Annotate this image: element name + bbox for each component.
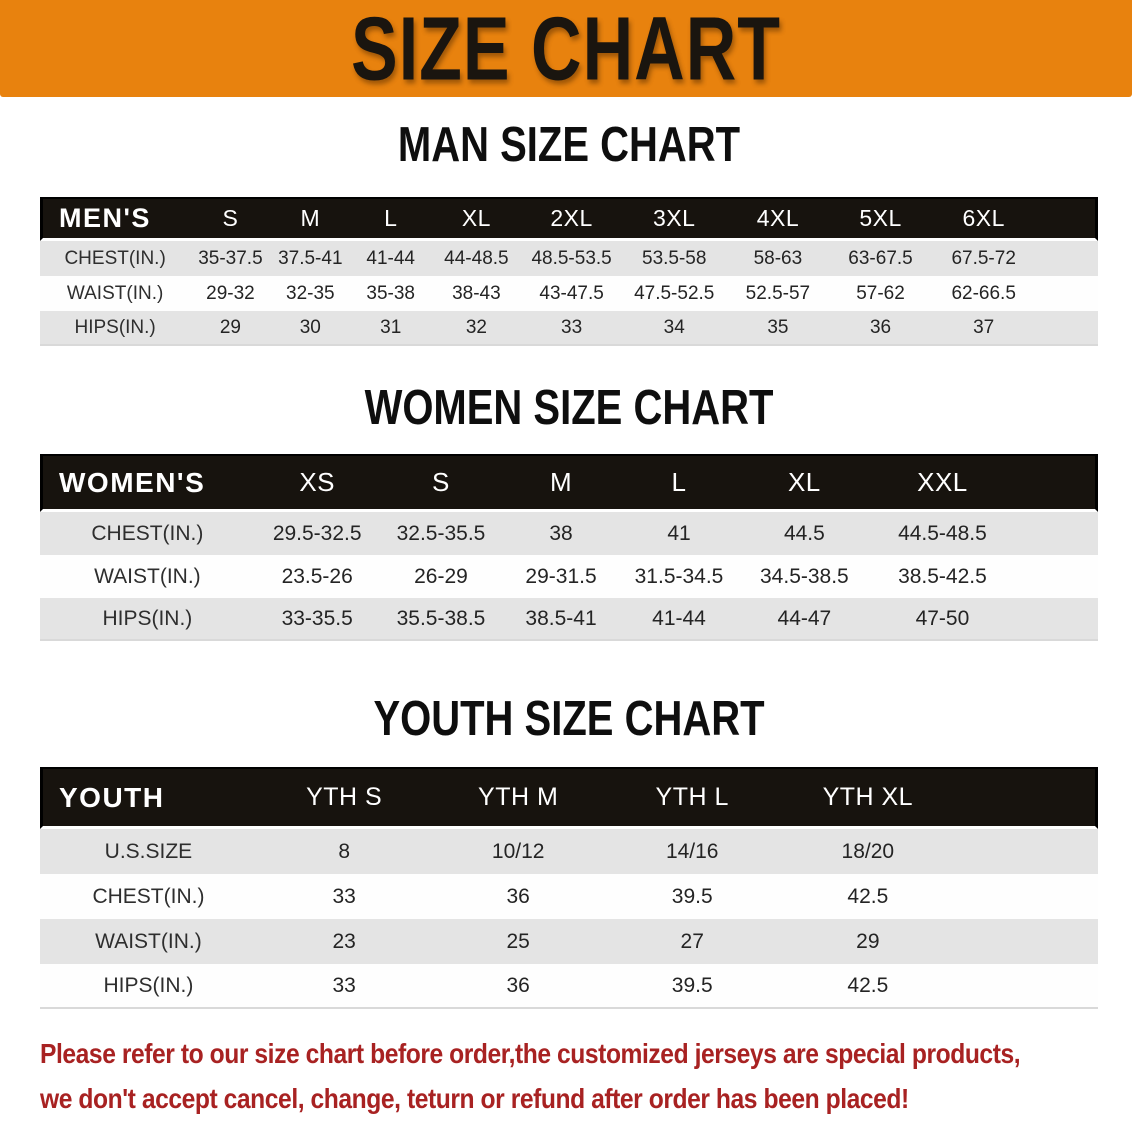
spacer-cell [1036, 197, 1098, 241]
size-value: 57-62 [829, 276, 932, 311]
spacer-cell [1036, 311, 1098, 346]
men-col-l: L [350, 197, 431, 241]
row-label: HIPS(IN.) [40, 964, 257, 1009]
size-value: 18/20 [780, 829, 957, 874]
size-value: 29-31.5 [502, 555, 619, 598]
footer-line-1: Please refer to our size chart before order,the customized jerseys are special products, [40, 1038, 1021, 1069]
size-value: 34 [622, 311, 727, 346]
row-label: HIPS(IN.) [40, 598, 255, 641]
women-col-s: S [380, 454, 503, 512]
youth-size-heading [0, 692, 1138, 746]
row-label: WAIST(IN.) [40, 555, 255, 598]
row-label: CHEST(IN.) [40, 874, 257, 919]
size-value: 67.5-72 [932, 241, 1036, 276]
men-col-5xl: 5XL [829, 197, 932, 241]
size-value: 29-32 [190, 276, 270, 311]
size-value: 33 [521, 311, 622, 346]
size-value: 34.5-38.5 [738, 555, 870, 598]
size-value: 23.5-26 [255, 555, 380, 598]
footer-line-2: we don't accept cancel, change, teturn or refund after order has been placed! [40, 1083, 909, 1114]
youth-col-m: YTH M [431, 767, 605, 829]
size-value: 38 [502, 512, 619, 555]
size-value: 23 [257, 919, 432, 964]
youth-col-l: YTH L [605, 767, 780, 829]
youth-size-table [40, 767, 1098, 1009]
man-size-section [0, 118, 1138, 346]
size-value: 29 [190, 311, 270, 346]
size-value: 26-29 [380, 555, 503, 598]
men-chest-row [40, 241, 1098, 276]
size-value: 44-48.5 [431, 241, 521, 276]
men-col-m: M [271, 197, 350, 241]
size-value: 25 [431, 919, 605, 964]
size-value: 33 [257, 874, 432, 919]
women-size-heading-text: WOMEN SIZE CHART [364, 381, 774, 435]
women-col-m: M [502, 454, 619, 512]
size-value: 30 [271, 311, 350, 346]
size-value: 36 [431, 874, 605, 919]
row-label: HIPS(IN.) [40, 311, 190, 346]
size-value: 62-66.5 [932, 276, 1036, 311]
women-col-xl: XL [738, 454, 870, 512]
youth-size-section [0, 692, 1138, 1009]
women-chest-row [40, 512, 1098, 555]
row-label: CHEST(IN.) [40, 241, 190, 276]
spacer-cell [956, 919, 1098, 964]
women-col-xs: XS [255, 454, 380, 512]
size-value: 35.5-38.5 [380, 598, 503, 641]
size-value: 53.5-58 [622, 241, 727, 276]
size-value: 52.5-57 [727, 276, 830, 311]
spacer-cell [956, 874, 1098, 919]
size-value: 8 [257, 829, 432, 874]
size-value: 39.5 [605, 874, 780, 919]
youth-hips-row [40, 964, 1098, 1009]
size-value: 43-47.5 [521, 276, 622, 311]
youth-table-label: YOUTH [40, 767, 257, 829]
size-value: 63-67.5 [829, 241, 932, 276]
row-label: U.S.SIZE [40, 829, 257, 874]
size-value: 38-43 [431, 276, 521, 311]
youth-header-row [40, 767, 1098, 829]
men-col-2xl: 2XL [521, 197, 622, 241]
men-col-6xl: 6XL [932, 197, 1036, 241]
men-col-s: S [190, 197, 270, 241]
size-value: 47.5-52.5 [622, 276, 727, 311]
women-size-table [40, 454, 1098, 641]
men-hips-row [40, 311, 1098, 346]
spacer-cell [1014, 555, 1098, 598]
row-label: CHEST(IN.) [40, 512, 255, 555]
size-value: 58-63 [727, 241, 830, 276]
size-value: 37.5-41 [271, 241, 350, 276]
size-value: 44-47 [738, 598, 870, 641]
size-value: 38.5-41 [502, 598, 619, 641]
size-value: 10/12 [431, 829, 605, 874]
women-hips-row [40, 598, 1098, 641]
women-table-label: WOMEN'S [40, 454, 255, 512]
size-value: 35-37.5 [190, 241, 270, 276]
women-col-l: L [620, 454, 738, 512]
size-value: 33 [257, 964, 432, 1009]
men-table-label: MEN'S [40, 197, 190, 241]
men-col-xl: XL [431, 197, 521, 241]
women-size-heading [0, 381, 1138, 435]
man-size-heading [0, 118, 1138, 172]
size-value: 29.5-32.5 [255, 512, 380, 555]
row-label: WAIST(IN.) [40, 919, 257, 964]
size-value: 36 [431, 964, 605, 1009]
size-value: 33-35.5 [255, 598, 380, 641]
women-waist-row [40, 555, 1098, 598]
spacer-cell [1036, 276, 1098, 311]
size-value: 27 [605, 919, 780, 964]
size-value: 37 [932, 311, 1036, 346]
size-value: 14/16 [605, 829, 780, 874]
spacer-cell [956, 964, 1098, 1009]
size-value: 44.5 [738, 512, 870, 555]
row-label: WAIST(IN.) [40, 276, 190, 311]
men-waist-row [40, 276, 1098, 311]
size-value: 32-35 [271, 276, 350, 311]
size-value: 41 [620, 512, 738, 555]
size-value: 38.5-42.5 [871, 555, 1015, 598]
size-value: 48.5-53.5 [521, 241, 622, 276]
men-size-table [40, 197, 1098, 346]
spacer-cell [1036, 241, 1098, 276]
youth-col-xl: YTH XL [780, 767, 957, 829]
spacer-cell [1014, 454, 1098, 512]
size-value: 31.5-34.5 [620, 555, 738, 598]
women-size-section [0, 381, 1138, 641]
youth-size-heading-text: YOUTH SIZE CHART [373, 692, 765, 746]
size-value: 39.5 [605, 964, 780, 1009]
youth-waist-row [40, 919, 1098, 964]
spacer-cell [1014, 512, 1098, 555]
size-value: 47-50 [871, 598, 1015, 641]
size-value: 35 [727, 311, 830, 346]
spacer-cell [956, 767, 1098, 829]
footer-note [40, 1031, 1138, 1121]
size-value: 42.5 [780, 874, 957, 919]
youth-col-s: YTH S [257, 767, 432, 829]
youth-ussize-row [40, 829, 1098, 874]
women-header-row [40, 454, 1098, 512]
size-value: 42.5 [780, 964, 957, 1009]
spacer-cell [956, 829, 1098, 874]
size-value: 41-44 [620, 598, 738, 641]
size-value: 44.5-48.5 [871, 512, 1015, 555]
size-value: 31 [350, 311, 431, 346]
page-title: SIZE CHART [351, 0, 781, 99]
size-value: 35-38 [350, 276, 431, 311]
spacer-cell [1014, 598, 1098, 641]
size-value: 32 [431, 311, 521, 346]
men-col-3xl: 3XL [622, 197, 727, 241]
men-col-4xl: 4XL [727, 197, 830, 241]
size-value: 32.5-35.5 [380, 512, 503, 555]
man-size-heading-text: MAN SIZE CHART [397, 118, 741, 172]
men-header-row [40, 197, 1098, 241]
size-value: 36 [829, 311, 932, 346]
women-col-xxl: XXL [871, 454, 1015, 512]
size-value: 29 [780, 919, 957, 964]
youth-chest-row [40, 874, 1098, 919]
size-chart-banner [0, 0, 1132, 97]
size-value: 41-44 [350, 241, 431, 276]
